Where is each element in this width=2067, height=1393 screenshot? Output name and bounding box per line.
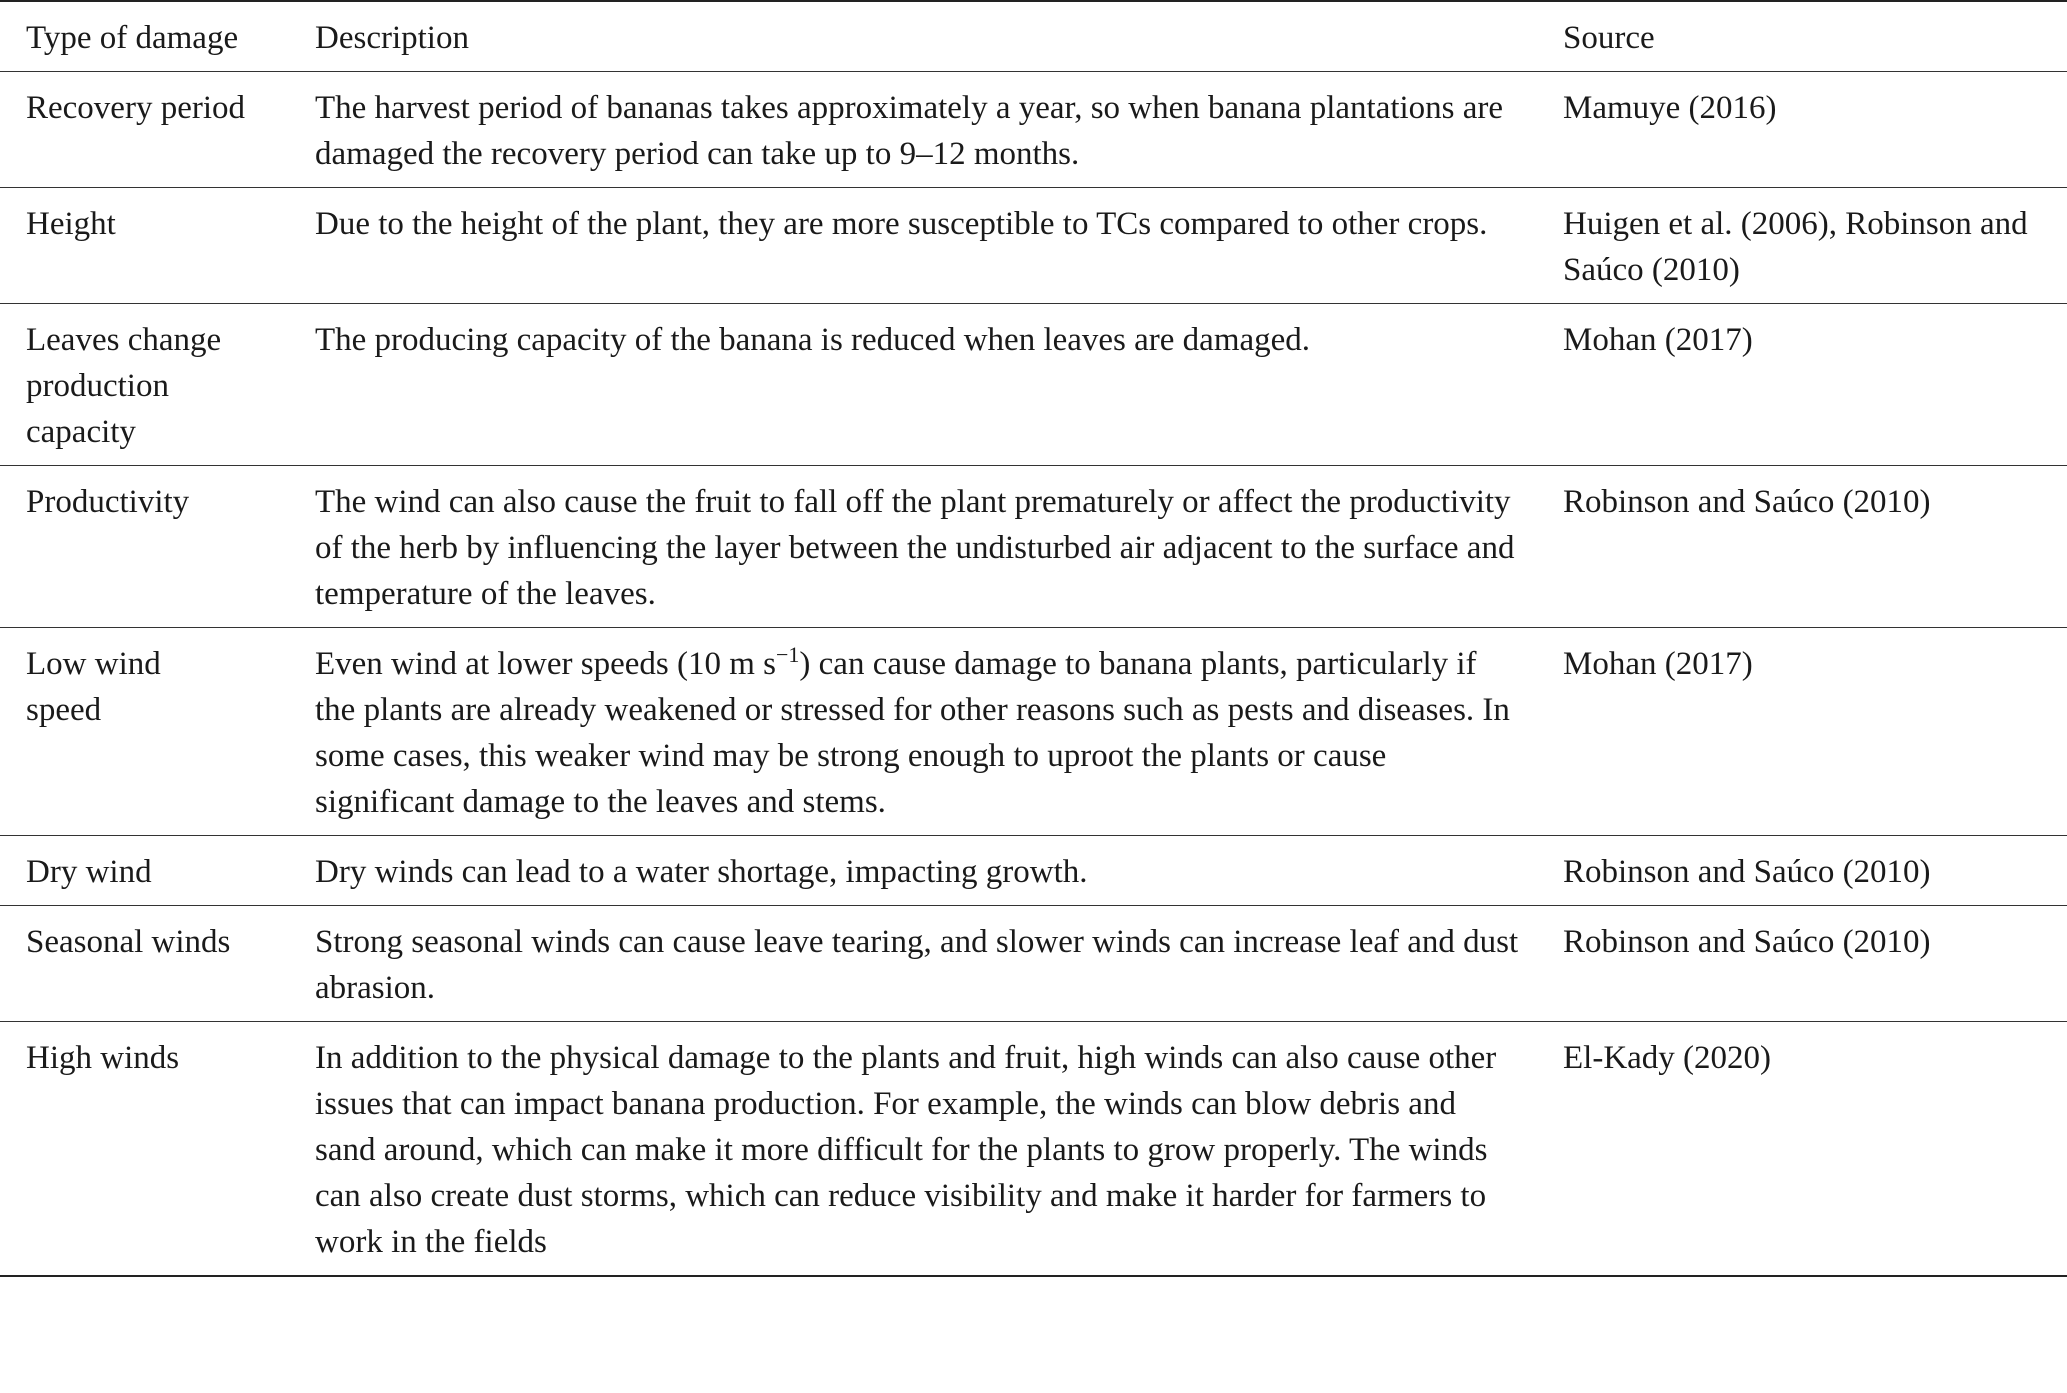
damage-type: High winds — [26, 1040, 180, 1076]
damage-description: The producing capacity of the banana is reduced when leaves are damaged. — [315, 322, 1311, 358]
table-header-row — [0, 1, 2067, 72]
damage-source: Huigen et al. (2006), Robinson and Saúco (2010) — [1563, 206, 2028, 288]
table-row — [0, 466, 2067, 628]
damage-description: In addition to the physical damage to the plants and fruit, high winds can also cause other issues that can impact banana production. For example, the winds can blow debris and sand around, which can make it more difficult for the plants to grow properly. The winds can also create dust storms, which can reduce visibility and make it harder for farmers to work in the fields — [315, 1040, 1497, 1260]
table-row — [0, 1022, 2067, 1277]
damage-type: Recovery period — [26, 90, 245, 126]
table-row — [0, 906, 2067, 1022]
header-description: Description — [315, 20, 469, 56]
damage-type: Height — [26, 206, 116, 242]
damage-description: The harvest period of bananas takes approximately a year, so when banana plantations are damaged the recovery period can take up to 9–12 months. — [315, 90, 1504, 172]
header-type-of-damage: Type of damage — [26, 20, 239, 56]
damage-source: Robinson and Saúco (2010) — [1563, 484, 1931, 520]
damage-type: Seasonal winds — [26, 924, 231, 960]
header-source: Source — [1563, 20, 1655, 56]
table-row — [0, 836, 2067, 906]
table-row — [0, 304, 2067, 466]
damage-description: The wind can also cause the fruit to fall off the plant prematurely or affect the productivity of the herb by influencing the layer between the undisturbed air adjacent to the surface and temperature of the leaves. — [315, 484, 1515, 612]
table-row — [0, 628, 2067, 836]
damage-type: Low wind speed — [26, 646, 161, 728]
damage-source: Mamuye (2016) — [1563, 90, 1777, 126]
damage-source: Robinson and Saúco (2010) — [1563, 924, 1931, 960]
description-text-pre: Even wind at lower speeds (10 m s — [315, 646, 776, 682]
damage-type: Dry wind — [26, 854, 152, 890]
damage-type: Leaves change production capacity — [26, 322, 222, 450]
damage-type: Productivity — [26, 484, 190, 520]
damage-description: Dry winds can lead to a water shortage, impacting growth. — [315, 854, 1088, 890]
damage-description: Strong seasonal winds can cause leave tearing, and slower winds can increase leaf and dust abrasion. — [315, 924, 1519, 1006]
damage-source: Mohan (2017) — [1563, 322, 1753, 358]
damage-description: Due to the height of the plant, they are more susceptible to TCs compared to other crops. — [315, 206, 1488, 242]
description-text-post: ) can cause damage to banana plants, particularly if the plants are already weakened or stressed for other reasons such as pests and diseases. In some cases, this weaker wind may be strong enough to uproot the plants or cause significant damage to the leaves and stems. — [315, 646, 1510, 820]
description-unit-exponent: −1 — [776, 642, 800, 667]
table-row — [0, 188, 2067, 304]
damage-source: Mohan (2017) — [1563, 646, 1753, 682]
damage-source: El-Kady (2020) — [1563, 1040, 1772, 1076]
damage-source: Robinson and Saúco (2010) — [1563, 854, 1931, 890]
damage-description — [315, 628, 1563, 836]
table-row — [0, 72, 2067, 188]
